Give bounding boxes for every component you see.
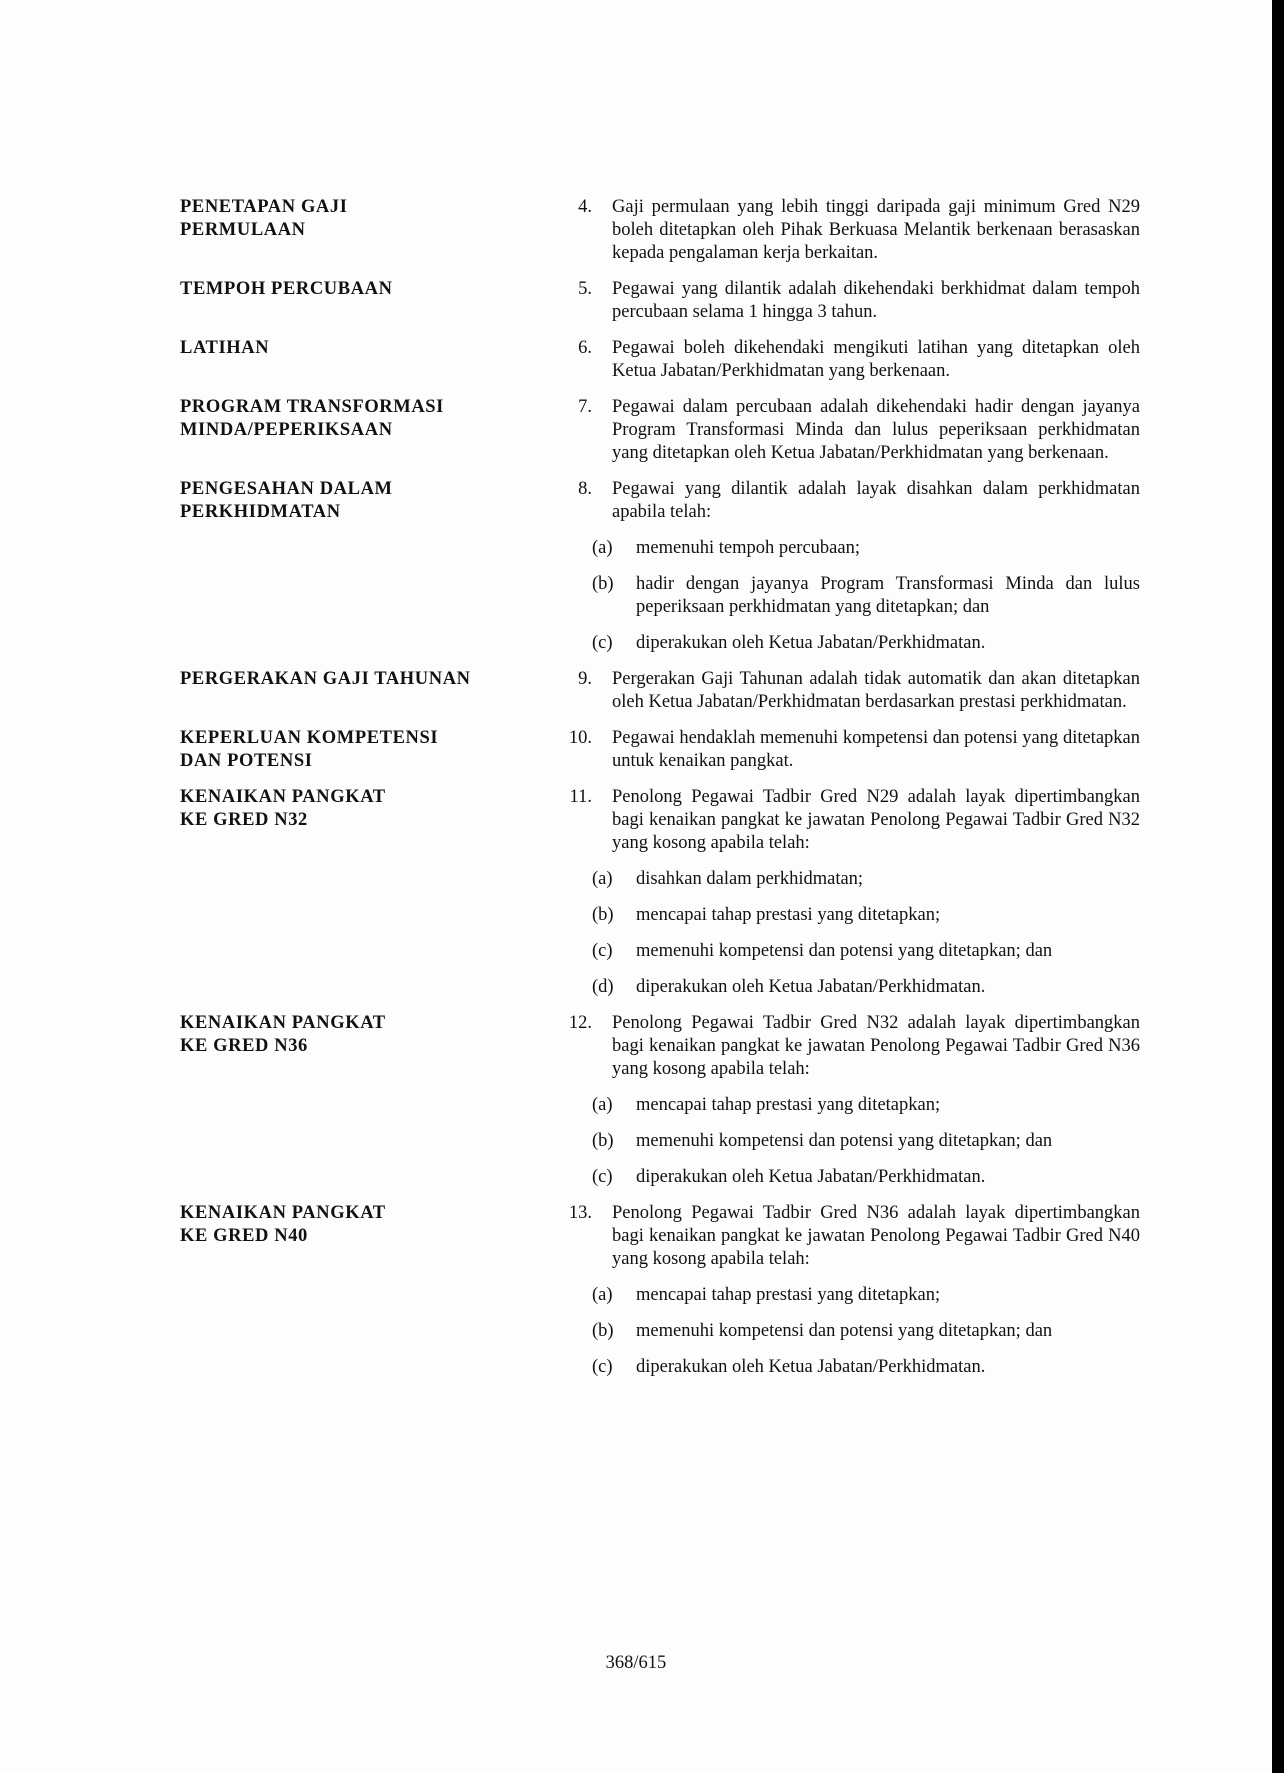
section-heading-line: KE GRED N32 bbox=[180, 810, 308, 830]
section-heading bbox=[180, 668, 552, 691]
subitem-text: diperakukan oleh Ketua Jabatan/Perkhidmatan. bbox=[636, 977, 986, 997]
section-body bbox=[552, 668, 1140, 714]
paragraph-number: 7. bbox=[578, 397, 592, 417]
subitem-label: (c) bbox=[592, 1167, 613, 1187]
section-heading bbox=[180, 1202, 552, 1248]
subitem-text: mencapai tahap prestasi yang ditetapkan; bbox=[636, 1095, 941, 1115]
paragraph bbox=[552, 786, 1140, 855]
subitem bbox=[592, 976, 1140, 999]
section-heading-line: PERKHIDMATAN bbox=[180, 502, 341, 522]
paragraph-text: Pergerakan Gaji Tahunan adalah tidak automatik dan akan ditetapkan oleh Ketua Jabatan/Perkhidmatan berdasarkan prestasi perkhidmatan. bbox=[612, 669, 1140, 712]
paragraph-text: Penolong Pegawai Tadbir Gred N32 adalah layak dipertimbangkan bagi kenaikan pangkat ke jawatan Penolong Pegawai Tadbir Gred N36 yang kosong apabila telah: bbox=[612, 1013, 1140, 1079]
section-heading-line: PERMULAAN bbox=[180, 220, 306, 240]
section-heading bbox=[180, 196, 552, 242]
paragraph-text: Penolong Pegawai Tadbir Gred N29 adalah layak dipertimbangkan bagi kenaikan pangkat ke jawatan Penolong Pegawai Tadbir Gred N32 yang kosong apabila telah: bbox=[612, 787, 1140, 853]
section-heading-line: KEPERLUAN KOMPETENSI bbox=[180, 728, 439, 748]
subitem-label: (c) bbox=[592, 633, 613, 653]
subitem-list bbox=[592, 868, 1140, 999]
paragraph-text: Pegawai yang dilantik adalah dikehendaki berkhidmat dalam tempoh percubaan selama 1 hingga 3 tahun. bbox=[612, 279, 1140, 322]
paragraph-number: 6. bbox=[578, 338, 592, 358]
subitem-label: (a) bbox=[592, 869, 613, 889]
section-5 bbox=[180, 278, 1140, 324]
subitem-text: diperakukan oleh Ketua Jabatan/Perkhidmatan. bbox=[636, 1357, 986, 1377]
paragraph bbox=[552, 396, 1140, 465]
section-body bbox=[552, 478, 1140, 655]
subitem-list bbox=[592, 1284, 1140, 1379]
paragraph-number: 5. bbox=[578, 279, 592, 299]
paragraph-number: 12. bbox=[568, 1013, 592, 1033]
paragraph-number: 10. bbox=[568, 728, 592, 748]
subitem-text: disahkan dalam perkhidmatan; bbox=[636, 869, 864, 889]
section-body bbox=[552, 278, 1140, 324]
section-heading bbox=[180, 337, 552, 360]
section-heading-line: KE GRED N40 bbox=[180, 1226, 308, 1246]
section-heading-line: PERGERAKAN GAJI TAHUNAN bbox=[180, 669, 471, 689]
subitem-text: diperakukan oleh Ketua Jabatan/Perkhidmatan. bbox=[636, 1167, 986, 1187]
paragraph-number: 9. bbox=[578, 669, 592, 689]
subitem bbox=[592, 904, 1140, 927]
subitem-label: (b) bbox=[592, 574, 614, 594]
section-heading-line: PENGESAHAN DALAM bbox=[180, 479, 393, 499]
paragraph bbox=[552, 668, 1140, 714]
paragraph bbox=[552, 727, 1140, 773]
subitem-label: (a) bbox=[592, 1285, 613, 1305]
subitem-label: (c) bbox=[592, 1357, 613, 1377]
subitem bbox=[592, 1094, 1140, 1117]
section-12 bbox=[180, 1012, 1140, 1189]
paragraph-text: Penolong Pegawai Tadbir Gred N36 adalah layak dipertimbangkan bagi kenaikan pangkat ke jawatan Penolong Pegawai Tadbir Gred N40 yang kosong apabila telah: bbox=[612, 1203, 1140, 1269]
section-heading bbox=[180, 478, 552, 524]
section-body bbox=[552, 337, 1140, 383]
section-10 bbox=[180, 727, 1140, 773]
section-heading bbox=[180, 396, 552, 442]
paragraph bbox=[552, 1202, 1140, 1271]
section-heading-line: LATIHAN bbox=[180, 338, 270, 358]
paragraph-text: Pegawai dalam percubaan adalah dikehendaki hadir dengan jayanya Program Transformasi Minda dan lulus peperiksaan perkhidmatan yang ditetapkan oleh Ketua Jabatan/Perkhidmatan yang berkenaan. bbox=[612, 397, 1140, 463]
subitem-list bbox=[592, 537, 1140, 655]
section-heading bbox=[180, 727, 552, 773]
section-11 bbox=[180, 786, 1140, 999]
paragraph bbox=[552, 337, 1140, 383]
subitem-label: (a) bbox=[592, 1095, 613, 1115]
section-heading-line: KENAIKAN PANGKAT bbox=[180, 787, 386, 807]
paragraph bbox=[552, 1012, 1140, 1081]
subitem-list bbox=[592, 1094, 1140, 1189]
subitem-label: (a) bbox=[592, 538, 613, 558]
paragraph-number: 8. bbox=[578, 479, 592, 499]
section-4 bbox=[180, 196, 1140, 265]
section-heading-line: TEMPOH PERCUBAAN bbox=[180, 279, 393, 299]
paragraph-text: Pegawai yang dilantik adalah layak disahkan dalam perkhidmatan apabila telah: bbox=[612, 479, 1140, 522]
subitem-text: mencapai tahap prestasi yang ditetapkan; bbox=[636, 1285, 941, 1305]
subitem bbox=[592, 1356, 1140, 1379]
section-heading-line: MINDA/PEPERIKSAAN bbox=[180, 420, 393, 440]
paragraph bbox=[552, 196, 1140, 265]
section-heading bbox=[180, 1012, 552, 1058]
subitem-text: memenuhi kompetensi dan potensi yang ditetapkan; dan bbox=[636, 1131, 1053, 1151]
section-heading-line: KENAIKAN PANGKAT bbox=[180, 1203, 386, 1223]
section-body bbox=[552, 1012, 1140, 1189]
section-heading-line: DAN POTENSI bbox=[180, 751, 313, 771]
subitem bbox=[592, 868, 1140, 891]
paragraph bbox=[552, 278, 1140, 324]
subitem bbox=[592, 940, 1140, 963]
paragraph-number: 11. bbox=[569, 787, 592, 807]
section-body bbox=[552, 396, 1140, 465]
paragraph-number: 4. bbox=[578, 197, 592, 217]
subitem bbox=[592, 1130, 1140, 1153]
subitem-label: (b) bbox=[592, 1321, 614, 1341]
section-13 bbox=[180, 1202, 1140, 1379]
section-heading-line: PENETAPAN GAJI bbox=[180, 197, 348, 217]
subitem-text: hadir dengan jayanya Program Transformasi Minda dan lulus peperiksaan perkhidmatan yang ditetapkan; dan bbox=[636, 574, 1140, 617]
subitem-label: (d) bbox=[592, 977, 614, 997]
section-body bbox=[552, 196, 1140, 265]
subitem-label: (b) bbox=[592, 1131, 614, 1151]
subitem bbox=[592, 1320, 1140, 1343]
paragraph-text: Gaji permulaan yang lebih tinggi daripada gaji minimum Gred N29 boleh ditetapkan oleh Pihak Berkuasa Melantik berkenaan berasaskan kepada pengalaman kerja berkaitan. bbox=[612, 197, 1140, 263]
paragraph-text: Pegawai boleh dikehendaki mengikuti latihan yang ditetapkan oleh Ketua Jabatan/Perkhidmatan yang berkenaan. bbox=[612, 338, 1140, 381]
section-body bbox=[552, 727, 1140, 773]
subitem-text: memenuhi kompetensi dan potensi yang ditetapkan; dan bbox=[636, 941, 1053, 961]
paragraph bbox=[552, 478, 1140, 524]
subitem-text: memenuhi kompetensi dan potensi yang ditetapkan; dan bbox=[636, 1321, 1053, 1341]
subitem bbox=[592, 632, 1140, 655]
page-number: 368/615 bbox=[605, 1653, 667, 1673]
section-6 bbox=[180, 337, 1140, 383]
paragraph-number: 13. bbox=[568, 1203, 592, 1223]
subitem-text: memenuhi tempoh percubaan; bbox=[636, 538, 860, 558]
section-heading-line: PROGRAM TRANSFORMASI bbox=[180, 397, 444, 417]
section-9 bbox=[180, 668, 1140, 714]
section-heading bbox=[180, 786, 552, 832]
subitem-label: (c) bbox=[592, 941, 613, 961]
subitem bbox=[592, 1284, 1140, 1307]
section-body bbox=[552, 786, 1140, 999]
section-8 bbox=[180, 478, 1140, 655]
section-heading-line: KENAIKAN PANGKAT bbox=[180, 1013, 386, 1033]
subitem-text: diperakukan oleh Ketua Jabatan/Perkhidmatan. bbox=[636, 633, 986, 653]
paragraph-text: Pegawai hendaklah memenuhi kompetensi dan potensi yang ditetapkan untuk kenaikan pangkat. bbox=[612, 728, 1140, 771]
section-7 bbox=[180, 396, 1140, 465]
subitem bbox=[592, 537, 1140, 560]
subitem-label: (b) bbox=[592, 905, 614, 925]
section-heading bbox=[180, 278, 552, 301]
section-heading-line: KE GRED N36 bbox=[180, 1036, 308, 1056]
section-body bbox=[552, 1202, 1140, 1379]
document-content bbox=[180, 196, 1140, 1379]
subitem bbox=[592, 573, 1140, 619]
subitem bbox=[592, 1166, 1140, 1189]
page-edge bbox=[1272, 0, 1284, 1773]
subitem-text: mencapai tahap prestasi yang ditetapkan; bbox=[636, 905, 941, 925]
